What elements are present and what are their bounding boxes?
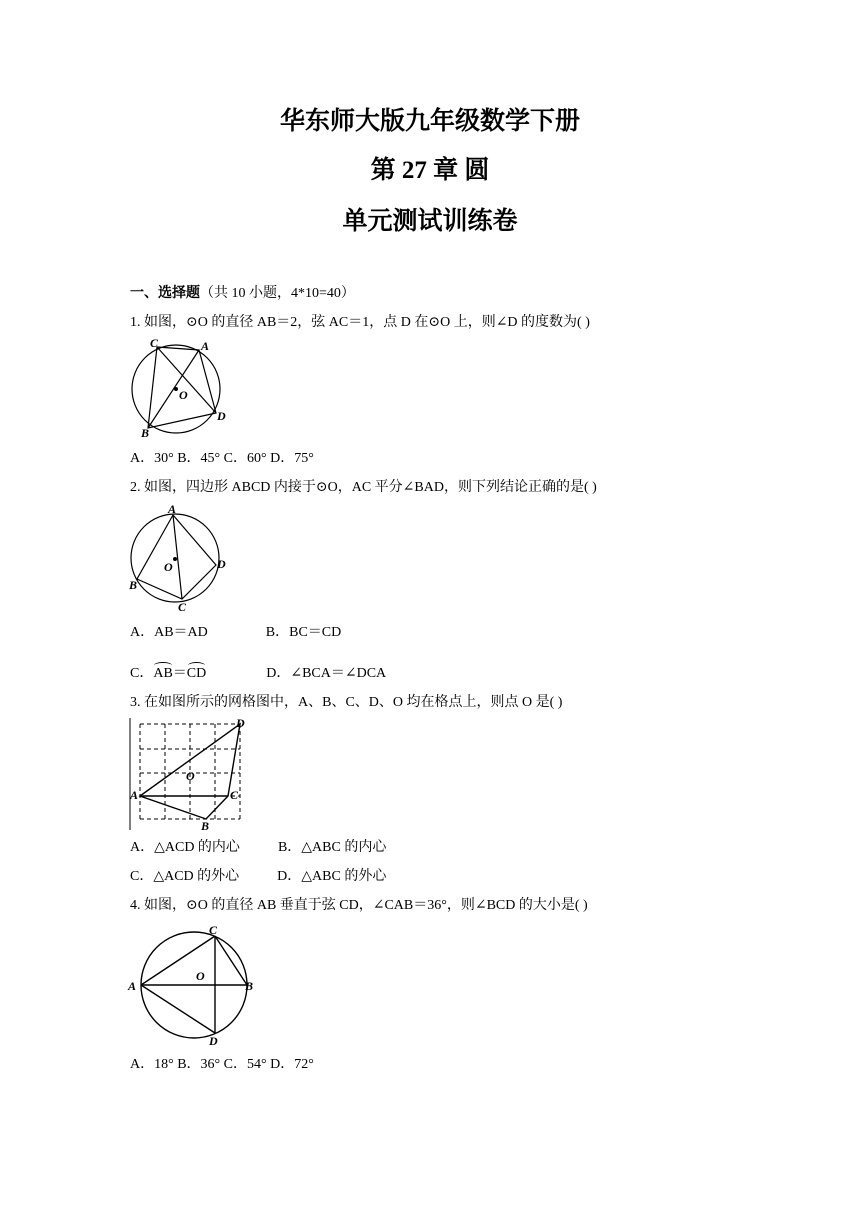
q2-label-c: C xyxy=(178,600,187,614)
q2-label-b: B xyxy=(129,578,138,592)
q4-figure xyxy=(126,920,262,1048)
q3-label-d: D xyxy=(236,718,245,730)
q2-option-d: D．∠BCA＝∠DCA xyxy=(266,666,387,681)
q1-stem: 1. 如图，⊙O 的直径 AB＝2，弦 AC＝1，点 D 在⊙O 上，则∠D 的度数为( ) xyxy=(130,315,590,330)
q3-options-cd xyxy=(130,868,386,886)
q2-label-d: D xyxy=(217,557,226,571)
q3-label-a: A xyxy=(130,788,139,802)
q2-option-a: A．AB＝AD xyxy=(130,625,208,640)
q4-label-d: D xyxy=(209,1034,218,1048)
q3-label-b: B xyxy=(201,819,210,833)
chapter-title: 第 27 章 圆 xyxy=(370,157,490,184)
q3-figure xyxy=(128,718,250,834)
q2-option-b: B．BC＝CD xyxy=(265,625,342,640)
section-heading-line xyxy=(130,285,355,303)
q4-stem: 4. 如图，⊙O 的直径 AB 垂直于弦 CD，∠CAB＝36°，则∠BCD 的大小是( ) xyxy=(130,898,588,913)
section-heading: 一、选择题 xyxy=(130,286,200,301)
q3-option-b: B．△ABC 的内心 xyxy=(277,840,387,855)
q2-arc-cd: CD xyxy=(186,666,207,681)
q2-label-a: A xyxy=(168,503,177,516)
q1-label-a: A xyxy=(201,339,210,353)
q2-options-ab xyxy=(130,624,341,642)
q4-label-a: A xyxy=(128,979,137,993)
q1-label-d: D xyxy=(217,409,226,423)
q3-label-c: C xyxy=(230,788,239,802)
q1-figure xyxy=(126,336,232,442)
q1-label-b: B xyxy=(141,426,150,440)
q2-figure xyxy=(126,503,232,615)
q2-option-c-prefix: C． xyxy=(130,666,154,681)
q4-label-c: C xyxy=(209,923,218,937)
q4-label-b: B xyxy=(245,979,254,993)
q3-label-o: O xyxy=(186,769,195,783)
q1-options: A．30° B．45° C．60° D．75° xyxy=(130,451,314,466)
section-note: （共 10 小题，4*10=40） xyxy=(200,286,355,301)
q2-option-c-eq: ＝ xyxy=(172,666,187,681)
document-title: 华东师大版九年级数学下册 xyxy=(279,108,580,135)
q3-stem: 3. 在如图所示的网格图中，A、B、C、D、O 均在格点上，则点 O 是( ) xyxy=(130,695,563,710)
test-title: 单元测试训练卷 xyxy=(342,208,518,235)
q1-label-c: C xyxy=(150,336,159,350)
q4-options: A．18° B．36° C．54° D．72° xyxy=(130,1057,314,1072)
q3-option-a: A．△ACD 的内心 xyxy=(130,840,240,855)
q3-option-c: C．△ACD 的外心 xyxy=(130,869,240,884)
q2-label-o: O xyxy=(164,560,173,574)
q2-stem: 2. 如图，四边形 ABCD 内接于⊙O，AC 平分∠BAD，则下列结论正确的是( ) xyxy=(130,480,597,495)
q4-label-o: O xyxy=(196,969,205,983)
q3-option-d: D．△ABC 的外心 xyxy=(277,869,387,884)
q2-options-cd xyxy=(130,665,386,683)
q1-label-o: O xyxy=(179,388,188,402)
q2-arc-ab: AB xyxy=(153,666,173,681)
q2-option-c xyxy=(130,666,206,681)
q3-options-ab xyxy=(130,839,386,857)
